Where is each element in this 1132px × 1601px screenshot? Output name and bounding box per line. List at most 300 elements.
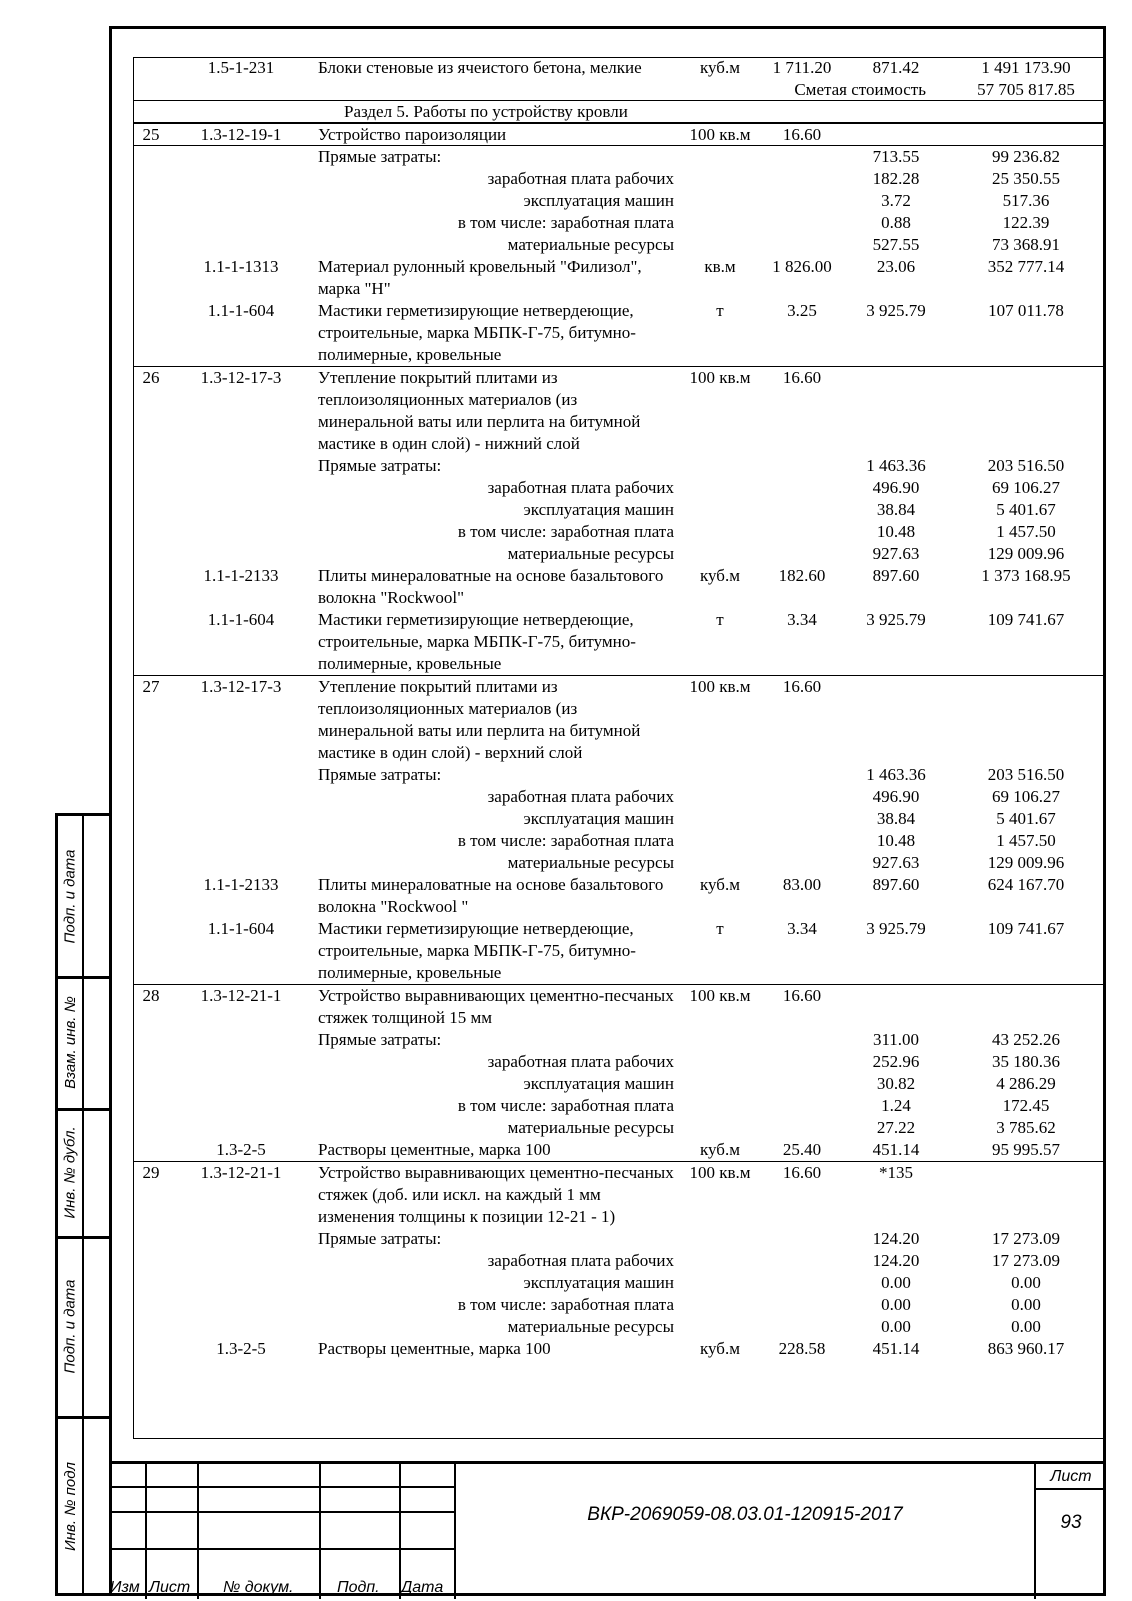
cost-component-price: 0.88 — [881, 213, 911, 232]
empty-cell — [680, 764, 760, 786]
cost-component-label: заработная плата рабочих — [487, 1052, 674, 1071]
item-total — [948, 367, 1104, 456]
item-unit-price — [844, 367, 948, 456]
item-unit-price: 871.42 — [872, 58, 920, 77]
item-unit-price — [844, 124, 948, 147]
table-row — [134, 985, 1104, 1030]
empty-cell — [760, 212, 844, 234]
empty-cell — [760, 499, 844, 521]
empty-cell — [680, 212, 760, 234]
empty-cell — [680, 190, 760, 212]
empty-cell — [680, 808, 760, 830]
table-row — [134, 101, 1104, 124]
item-number — [134, 1139, 168, 1162]
empty-cell — [168, 1250, 314, 1272]
table-row — [134, 808, 1104, 830]
item-quantity: 3.34 — [787, 610, 817, 629]
cost-component-label: эксплуатация машин — [523, 1273, 674, 1292]
sheet-number: 93 — [1060, 1512, 1082, 1533]
empty-cell — [168, 190, 314, 212]
item-unit: куб.м — [700, 566, 740, 585]
empty-cell — [680, 1272, 760, 1294]
empty-cell — [134, 146, 168, 168]
empty-cell — [134, 543, 168, 565]
empty-cell — [760, 455, 844, 477]
cost-component-label: в том числе: заработная плата — [457, 1096, 674, 1115]
cost-component-price: 10.48 — [876, 831, 916, 850]
cost-component-total: 73 368.91 — [992, 235, 1060, 254]
empty-cell — [760, 1117, 844, 1139]
table-row — [134, 543, 1104, 565]
table-row — [134, 874, 1104, 918]
table-row — [134, 1139, 1104, 1162]
cost-component-total: 0.00 — [1011, 1295, 1041, 1314]
item-quantity: 83.00 — [782, 875, 822, 894]
sidebar-inv-dubl: Инв. № дубл. — [61, 1125, 79, 1219]
empty-cell — [760, 190, 844, 212]
empty-cell — [680, 1073, 760, 1095]
item-unit: 100 кв.м — [680, 367, 760, 456]
item-number — [134, 256, 168, 300]
cost-component-price: 30.82 — [876, 1074, 916, 1093]
direct-costs-total: 203 516.50 — [987, 456, 1065, 475]
item-code: 1.3-12-17-3 — [168, 676, 314, 765]
empty-cell — [168, 521, 314, 543]
table-row — [134, 565, 1104, 609]
empty-cell — [168, 1095, 314, 1117]
table-border-right — [1104, 57, 1105, 1438]
item-name: Мастики герметизирующие нетвердеющие, строительные, марка МБПК-Г-75, битумно-полимерные, кровельные — [318, 610, 636, 673]
item-unit: т — [716, 610, 724, 629]
item-number: 25 — [134, 124, 168, 147]
cost-component-price: 124.20 — [872, 1251, 920, 1270]
table-row — [134, 1029, 1104, 1051]
table-row — [134, 764, 1104, 786]
empty-cell — [168, 499, 314, 521]
cost-component-label: заработная плата рабочих — [487, 169, 674, 188]
cost-component-total: 129 009.96 — [987, 544, 1065, 563]
empty-cell — [168, 234, 314, 256]
empty-cell — [680, 146, 760, 168]
empty-cell — [680, 852, 760, 874]
item-unit-price: 451.14 — [872, 1339, 920, 1358]
table-row — [134, 190, 1104, 212]
item-name: Устройство выравнивающих цементно-песчаных стяжек (доб. или искл. на каждый 1 мм изменения толщины к позиции 12-21 - 1) — [314, 1162, 680, 1229]
cost-component-total: 69 106.27 — [992, 478, 1060, 497]
cost-component-total: 1 457.50 — [996, 831, 1056, 850]
table-row — [134, 256, 1104, 300]
empty-cell — [134, 212, 168, 234]
table-row — [134, 212, 1104, 234]
empty-cell — [134, 1029, 168, 1051]
sidebar-podp-data-2: Подп. и дата — [61, 1279, 79, 1373]
empty-cell — [680, 1294, 760, 1316]
direct-costs-total: 99 236.82 — [992, 147, 1060, 166]
cost-component-price: 3.72 — [881, 191, 911, 210]
cost-component-price: 496.90 — [872, 787, 920, 806]
cost-component-label: эксплуатация машин — [523, 500, 674, 519]
item-code: 1.1-1-2133 — [203, 875, 279, 894]
empty-cell — [168, 1228, 314, 1250]
direct-costs-price: 124.20 — [872, 1229, 920, 1248]
table-row — [134, 234, 1104, 256]
cost-component-total: 17 273.09 — [992, 1251, 1060, 1270]
empty-cell — [168, 146, 314, 168]
item-name: Утепление покрытий плитами из теплоизоляционных материалов (из минеральной ваты или перлита на битумной мастике в один слой) - нижний слой — [314, 367, 680, 456]
cost-component-label: эксплуатация машин — [523, 191, 674, 210]
empty-cell — [760, 1228, 844, 1250]
cost-component-price: 927.63 — [872, 853, 920, 872]
empty-cell — [134, 1051, 168, 1073]
table-row — [134, 124, 1104, 147]
cost-component-label: эксплуатация машин — [523, 809, 674, 828]
left-stamp-column — [55, 813, 109, 1596]
item-name: Мастики герметизирующие нетвердеющие, строительные, марка МБПК-Г-75, битумно-полимерные, кровельные — [318, 919, 636, 982]
stamp-list-label: Лист — [149, 1579, 191, 1596]
cost-component-label: заработная плата рабочих — [487, 1251, 674, 1270]
direct-costs-label: Прямые затраты: — [318, 1229, 442, 1248]
empty-cell — [760, 764, 844, 786]
item-number — [134, 874, 168, 918]
empty-cell — [760, 852, 844, 874]
direct-costs-label: Прямые затраты: — [318, 1030, 442, 1049]
cost-component-price: 927.63 — [872, 544, 920, 563]
empty-cell — [168, 1294, 314, 1316]
empty-cell — [680, 1228, 760, 1250]
empty-cell — [760, 1250, 844, 1272]
sidebar-vzam-inv: Взам. инв. № — [61, 995, 79, 1089]
table-row — [134, 1095, 1104, 1117]
item-quantity: 16.60 — [760, 367, 844, 456]
cost-component-label: в том числе: заработная плата — [457, 1295, 674, 1314]
item-unit: куб.м — [700, 1339, 740, 1358]
empty-cell — [134, 1250, 168, 1272]
empty-cell — [168, 808, 314, 830]
stamp-podp-label: Подп. — [337, 1579, 380, 1596]
item-name: Растворы цементные, марка 100 — [318, 1339, 551, 1358]
cost-component-label: заработная плата рабочих — [487, 478, 674, 497]
empty-cell — [680, 521, 760, 543]
item-code: 1.1-1-604 — [207, 919, 275, 938]
empty-cell — [680, 1051, 760, 1073]
empty-cell — [760, 168, 844, 190]
table-row — [134, 300, 1104, 367]
item-total: 352 777.14 — [987, 257, 1065, 276]
item-unit-price: 3 925.79 — [866, 919, 926, 938]
item-number: 29 — [134, 1162, 168, 1229]
item-unit: 100 кв.м — [680, 985, 760, 1030]
cost-component-label: материальные ресурсы — [507, 853, 674, 872]
empty-cell — [134, 1228, 168, 1250]
item-quantity: 228.58 — [778, 1339, 826, 1358]
cost-component-label: в том числе: заработная плата — [457, 831, 674, 850]
empty-cell — [680, 786, 760, 808]
table-row — [134, 676, 1104, 765]
item-quantity: 1 826.00 — [772, 257, 832, 276]
empty-cell — [760, 1029, 844, 1051]
empty-cell — [680, 830, 760, 852]
item-name: Растворы цементные, марка 100 — [318, 1140, 551, 1159]
empty-cell — [168, 543, 314, 565]
item-code: 1.3-2-5 — [216, 1140, 266, 1159]
table-row — [134, 918, 1104, 985]
item-name: Устройство выравнивающих цементно-песчаных стяжек толщиной 15 мм — [314, 985, 680, 1030]
cost-component-label: материальные ресурсы — [507, 1118, 674, 1137]
table-row — [134, 1117, 1104, 1139]
cost-component-total: 5 401.67 — [996, 500, 1056, 519]
cost-component-total: 172.45 — [1002, 1096, 1050, 1115]
item-unit-price: 897.60 — [872, 566, 920, 585]
empty-cell — [134, 499, 168, 521]
cost-component-total: 0.00 — [1011, 1317, 1041, 1336]
cost-component-label: материальные ресурсы — [507, 544, 674, 563]
cost-component-total: 69 106.27 — [992, 787, 1060, 806]
cost-component-total: 0.00 — [1011, 1273, 1041, 1292]
empty-cell — [760, 786, 844, 808]
summary-total: 57 705 817.85 — [977, 80, 1075, 99]
cost-component-label: в том числе: заработная плата — [457, 213, 674, 232]
table-row — [134, 1316, 1104, 1338]
item-quantity: 3.34 — [787, 919, 817, 938]
empty-cell — [134, 1272, 168, 1294]
item-total — [948, 985, 1104, 1030]
table-row — [134, 367, 1104, 456]
direct-costs-label: Прямые затраты: — [318, 147, 442, 166]
empty-cell — [760, 1316, 844, 1338]
table-row — [134, 168, 1104, 190]
table-row — [134, 477, 1104, 499]
item-name: Плиты минераловатные на основе базальтового волокна "Rockwool" — [318, 566, 664, 607]
cost-component-price: 182.28 — [872, 169, 920, 188]
empty-cell — [760, 1073, 844, 1095]
cost-component-price: 0.00 — [881, 1273, 911, 1292]
empty-cell — [168, 1316, 314, 1338]
item-quantity: 25.40 — [782, 1140, 822, 1159]
item-code: 1.3-12-19-1 — [168, 124, 314, 147]
empty-cell — [168, 212, 314, 234]
item-code: 1.1-1-2133 — [203, 566, 279, 585]
item-unit-price: 897.60 — [872, 875, 920, 894]
summary-label: Сметая стоимость — [794, 80, 926, 99]
empty-cell — [134, 1095, 168, 1117]
item-code: 1.3-12-17-3 — [168, 367, 314, 456]
cost-component-total: 3 785.62 — [996, 1118, 1056, 1137]
item-quantity: 1 711.20 — [772, 58, 832, 77]
item-code: 1.3-12-21-1 — [168, 1162, 314, 1229]
cost-component-price: 10.48 — [876, 522, 916, 541]
item-unit: т — [716, 301, 724, 320]
empty-cell — [680, 477, 760, 499]
empty-cell — [168, 168, 314, 190]
empty-cell — [134, 1294, 168, 1316]
empty-cell — [134, 1117, 168, 1139]
item-unit: куб.м — [700, 58, 740, 77]
empty-cell — [134, 786, 168, 808]
table-row — [134, 1272, 1104, 1294]
table-row — [134, 852, 1104, 874]
table-row — [134, 521, 1104, 543]
empty-cell — [168, 1272, 314, 1294]
cost-component-total: 517.36 — [1002, 191, 1050, 210]
item-total: 109 741.67 — [987, 919, 1065, 938]
empty-cell — [760, 146, 844, 168]
empty-cell — [760, 1272, 844, 1294]
empty-cell — [168, 852, 314, 874]
cost-component-total: 4 286.29 — [996, 1074, 1056, 1093]
item-quantity: 16.60 — [760, 124, 844, 147]
item-unit: 100 кв.м — [680, 676, 760, 765]
empty-cell — [760, 808, 844, 830]
empty-cell — [680, 1029, 760, 1051]
item-unit-price — [844, 985, 948, 1030]
cost-component-label: эксплуатация машин — [523, 1074, 674, 1093]
item-unit: куб.м — [700, 875, 740, 894]
empty-cell — [168, 455, 314, 477]
cost-component-total: 129 009.96 — [987, 853, 1065, 872]
cost-component-price: 0.00 — [881, 1295, 911, 1314]
empty-cell — [168, 477, 314, 499]
direct-costs-total: 43 252.26 — [992, 1030, 1060, 1049]
empty-cell — [134, 521, 168, 543]
item-unit-price: *135 — [844, 1162, 948, 1229]
item-name: Блоки стеновые из ячеистого бетона, мелкие — [318, 58, 642, 77]
item-total: 1 491 173.90 — [981, 58, 1071, 77]
table-row — [134, 146, 1104, 168]
cost-component-price: 252.96 — [872, 1052, 920, 1071]
item-number — [134, 57, 168, 79]
item-number: 27 — [134, 676, 168, 765]
item-code: 1.5-1-231 — [207, 58, 275, 77]
direct-costs-label: Прямые затраты: — [318, 765, 442, 784]
cost-component-label: в том числе: заработная плата — [457, 522, 674, 541]
table-border-bottom — [133, 1438, 1105, 1439]
table-row — [134, 499, 1104, 521]
item-unit: т — [716, 919, 724, 938]
item-total: 109 741.67 — [987, 610, 1065, 629]
empty-cell — [680, 455, 760, 477]
empty-cell — [760, 543, 844, 565]
table-row — [134, 609, 1104, 676]
direct-costs-label: Прямые затраты: — [318, 456, 442, 475]
item-number — [134, 300, 168, 367]
empty-cell — [680, 499, 760, 521]
cost-component-total: 1 457.50 — [996, 522, 1056, 541]
cost-component-label: заработная плата рабочих — [487, 787, 674, 806]
cost-component-label: материальные ресурсы — [507, 1317, 674, 1336]
empty-cell — [134, 190, 168, 212]
cost-component-price: 38.84 — [876, 500, 916, 519]
section-title: Раздел 5. Работы по устройству кровли — [344, 102, 628, 121]
table-row — [134, 786, 1104, 808]
cost-component-price: 527.55 — [872, 235, 920, 254]
item-name: Материал рулонный кровельный "Филизол", марка "Н" — [318, 257, 642, 298]
empty-cell — [760, 1294, 844, 1316]
cost-component-price: 0.00 — [881, 1317, 911, 1336]
empty-cell — [760, 1095, 844, 1117]
item-total: 107 011.78 — [988, 301, 1064, 320]
empty-cell — [134, 764, 168, 786]
cost-component-price: 496.90 — [872, 478, 920, 497]
item-total: 624 167.70 — [987, 875, 1065, 894]
empty-cell — [680, 543, 760, 565]
item-code: 1.3-2-5 — [216, 1339, 266, 1358]
empty-cell — [134, 852, 168, 874]
item-total — [948, 676, 1104, 765]
item-quantity: 3.25 — [787, 301, 817, 320]
table-row — [134, 1162, 1104, 1229]
item-total — [948, 124, 1104, 147]
item-name: Устройство пароизоляции — [314, 124, 680, 147]
empty-cell — [760, 477, 844, 499]
cost-component-label: материальные ресурсы — [507, 235, 674, 254]
empty-cell — [168, 1073, 314, 1095]
cost-component-price: 1.24 — [881, 1096, 911, 1115]
document-code: ВКР-2069059-08.03.01-120915-2017 — [587, 1504, 903, 1525]
item-total — [948, 1162, 1104, 1229]
item-number — [134, 565, 168, 609]
item-unit-price: 3 925.79 — [866, 301, 926, 320]
empty-cell — [168, 786, 314, 808]
table-row — [134, 79, 1104, 101]
empty-cell — [760, 830, 844, 852]
item-quantity: 16.60 — [760, 985, 844, 1030]
title-block — [109, 1461, 1106, 1599]
table-row — [134, 830, 1104, 852]
item-name: Утепление покрытий плитами из теплоизоляционных материалов (из минеральной ваты или перлита на битумной мастике в один слой) - верхний слой — [314, 676, 680, 765]
item-quantity: 16.60 — [760, 676, 844, 765]
empty-cell — [680, 234, 760, 256]
empty-cell — [134, 234, 168, 256]
empty-cell — [680, 168, 760, 190]
item-code: 1.1-1-604 — [207, 301, 275, 320]
item-name: Плиты минераловатные на основе базальтового волокна "Rockwool " — [318, 875, 664, 916]
item-code: 1.1-1-604 — [207, 610, 275, 629]
empty-cell — [680, 1250, 760, 1272]
item-total: 1 373 168.95 — [981, 566, 1071, 585]
item-quantity: 16.60 — [760, 1162, 844, 1229]
item-code: 1.3-12-21-1 — [168, 985, 314, 1030]
empty-cell — [134, 477, 168, 499]
item-number — [134, 1338, 168, 1360]
empty-cell — [168, 830, 314, 852]
item-quantity: 182.60 — [778, 566, 826, 585]
direct-costs-price: 1 463.36 — [866, 456, 926, 475]
item-total: 863 960.17 — [987, 1339, 1065, 1358]
direct-costs-price: 713.55 — [872, 147, 920, 166]
table-row — [134, 1228, 1104, 1250]
empty-cell — [680, 1316, 760, 1338]
item-unit-price: 451.14 — [872, 1140, 920, 1159]
empty-cell — [134, 808, 168, 830]
empty-cell — [760, 234, 844, 256]
direct-costs-price: 1 463.36 — [866, 765, 926, 784]
cost-component-price: 27.22 — [876, 1118, 916, 1137]
item-number — [134, 918, 168, 985]
empty-cell — [168, 1117, 314, 1139]
empty-cell — [168, 1051, 314, 1073]
table-row — [134, 455, 1104, 477]
empty-cell — [760, 521, 844, 543]
item-name: Мастики герметизирующие нетвердеющие, строительные, марка МБПК-Г-75, битумно-полимерные, кровельные — [318, 301, 636, 364]
item-number: 26 — [134, 367, 168, 456]
empty-cell — [760, 1051, 844, 1073]
stamp-doc-number-label: № докум. — [223, 1579, 294, 1596]
direct-costs-total: 203 516.50 — [987, 765, 1065, 784]
empty-cell — [680, 1117, 760, 1139]
empty-cell — [134, 830, 168, 852]
item-unit: куб.м — [700, 1140, 740, 1159]
item-unit: 100 кв.м — [680, 1162, 760, 1229]
